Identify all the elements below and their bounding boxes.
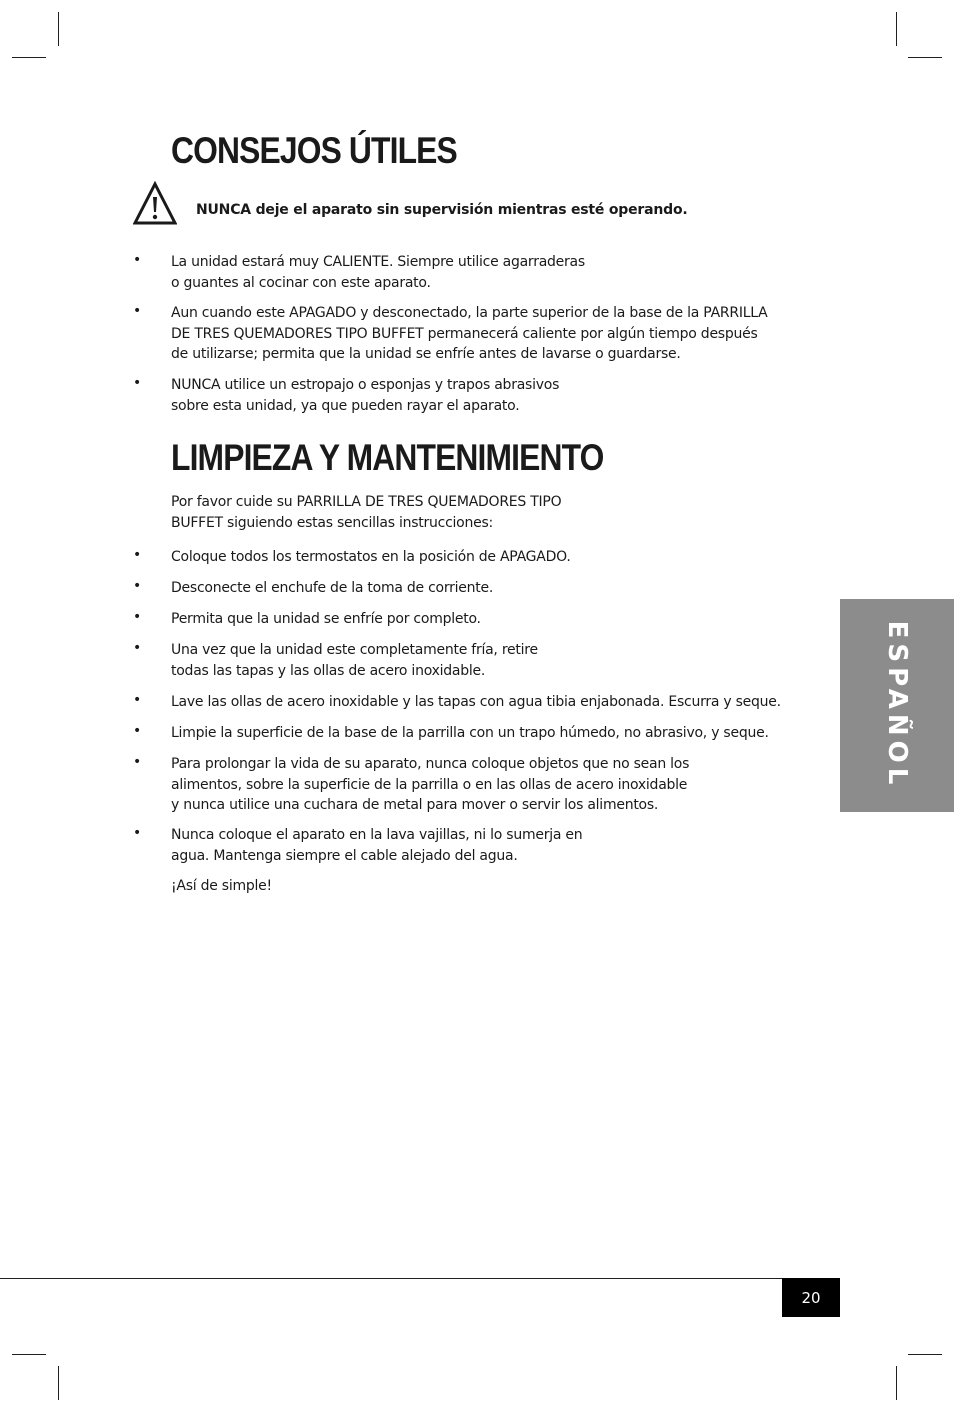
bullet: •	[133, 640, 142, 656]
list-item: Desconecte el enchufe de la toma de corriente.	[171, 580, 494, 596]
crop-mark	[896, 12, 897, 46]
list-item: NUNCA utilice un estropajo o esponjas y trapos abrasivos sobre esta unidad, ya que pueden rayar el aparato.	[171, 377, 560, 414]
list-item: La unidad estará muy CALIENTE. Siempre utilice agarraderas o guantes al cocinar con este aparato.	[171, 254, 585, 291]
crop-mark	[12, 57, 46, 58]
bullet: •	[133, 252, 142, 268]
bullet: •	[133, 375, 142, 391]
list-item: Una vez que la unidad este completamente fría, retire todas las tapas y las ollas de acero inoxidable.	[171, 642, 538, 679]
crop-mark	[58, 12, 59, 46]
section-title-limpieza: LIMPIEZA Y MANTENIMIENTO	[171, 437, 604, 478]
list-item: Coloque todos los termostatos en la posición de APAGADO.	[171, 549, 571, 565]
list-item: Limpie la superficie de la base de la parrilla con un trapo húmedo, no abrasivo, y seque.	[171, 725, 769, 741]
closing-text: ¡Así de simple!	[171, 878, 272, 894]
bullet: •	[133, 754, 142, 770]
list-item: Nunca coloque el aparato en la lava vajillas, ni lo sumerja en agua. Mantenga siempre el cable alejado del agua.	[171, 827, 583, 864]
bullet: •	[133, 578, 142, 594]
page-number: 20	[782, 1278, 840, 1317]
list-item: Permita que la unidad se enfríe por completo.	[171, 611, 481, 627]
crop-mark	[908, 57, 942, 58]
list-item: Para prolongar la vida de su aparato, nunca coloque objetos que no sean los alimentos, sobre la superficie de la parrilla o en las ollas de acero inoxidable y nunca utilice una cuchara de metal para mover o servir los alimentos.	[171, 756, 690, 813]
bullet: •	[133, 825, 142, 841]
crop-mark	[58, 1366, 59, 1400]
footer-rule	[0, 1278, 782, 1279]
bullet: •	[133, 303, 142, 319]
intro-paragraph: Por favor cuide su PARRILLA DE TRES QUEMADORES TIPO BUFFET siguiendo estas sencillas instrucciones:	[171, 494, 562, 531]
language-side-tab	[840, 599, 954, 812]
warning-text: NUNCA deje el aparato sin supervisión mientras esté operando.	[196, 202, 688, 218]
bullet: •	[133, 723, 142, 739]
crop-mark	[12, 1354, 46, 1355]
crop-mark	[896, 1366, 897, 1400]
list-item: Aun cuando este APAGADO y desconectado, la parte superior de la base de la PARRILLA DE TRES QUEMADORES TIPO BUFFET permanecerá caliente por algún tiempo después de utilizarse; permita que la unidad se enfríe antes de lavarse o guardarse.	[171, 305, 768, 362]
warning-icon	[133, 181, 177, 227]
language-label: ESPAÑOL	[882, 620, 912, 790]
crop-mark	[908, 1354, 942, 1355]
list-item: Lave las ollas de acero inoxidable y las tapas con agua tibia enjabonada. Escurra y seque.	[171, 694, 781, 710]
bullet: •	[133, 547, 142, 563]
section-title-consejos: CONSEJOS ÚTILES	[171, 130, 457, 171]
bullet: •	[133, 692, 142, 708]
bullet: •	[133, 609, 142, 625]
